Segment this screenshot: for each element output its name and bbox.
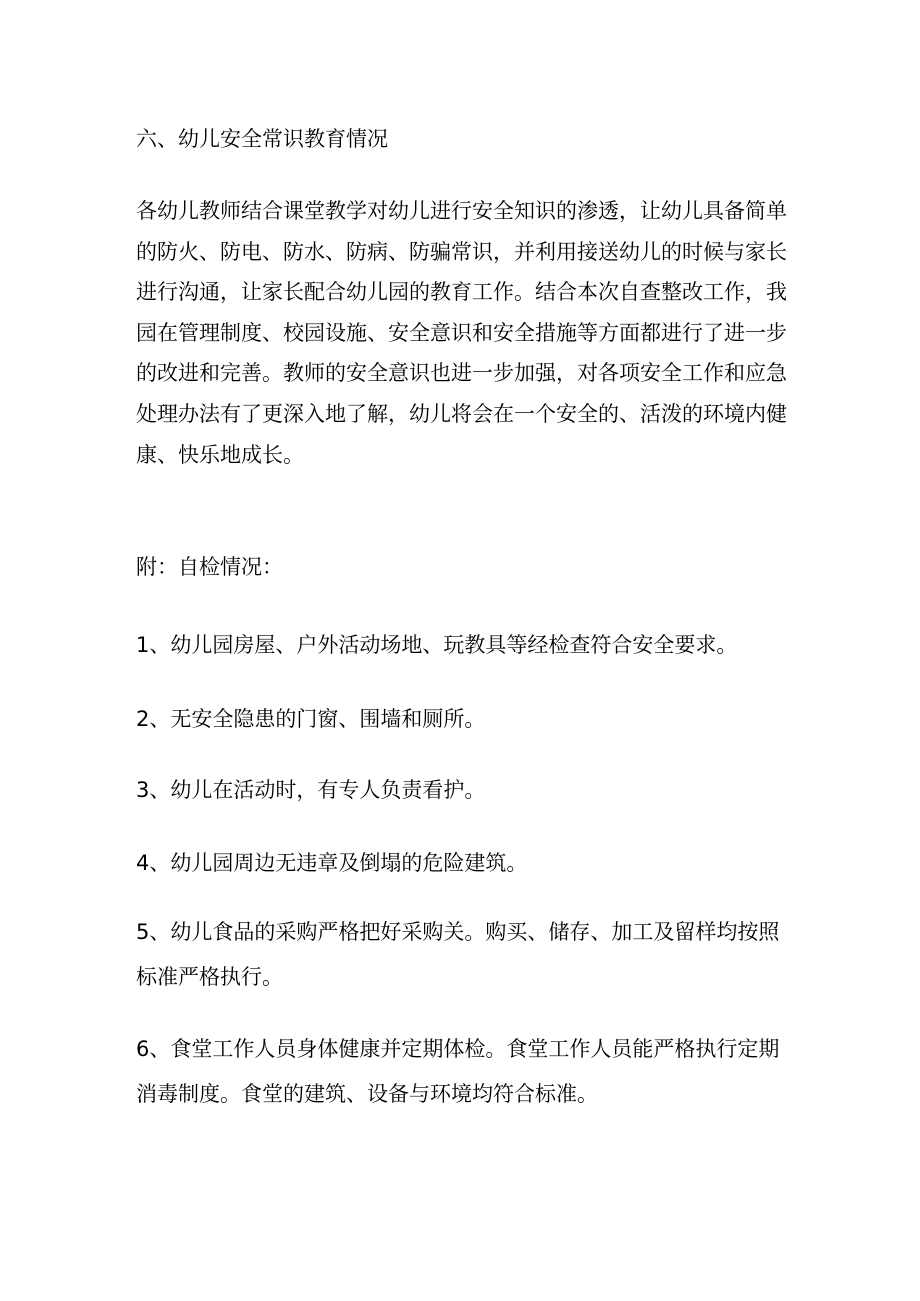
body-paragraph: 各幼儿教师结合课堂教学对幼儿进行安全知识的渗透，让幼儿具备简单的防火、防电、防水、防病、防骗常识，并利用接送幼儿的时候与家长进行沟通，让家长配合幼儿园的教育工作。结合本次自查整改工作，我园在管理制度、校园设施、安全意识和安全措施等方面都进行了进一步的改进和完善。教师的安全意识也进一步加强，对各项安全工作和应急处理办法有了更深入地了解，幼儿将会在一个安全的、活泼的环境内健康、快乐地成长。 [136,199,787,467]
checklist-item: 5、幼儿食品的采购严格把好采购关。购买、储存、加工及留样均按照标准严格执行。 [136,920,780,989]
checklist-item: 4、幼儿园周边无违章及倒塌的危险建筑。 [136,851,528,875]
checklist-item: 2、无安全隐患的门窗、围墙和厕所。 [136,707,486,731]
checklist-item: 1、幼儿园房屋、户外活动场地、玩教具等经检查符合安全要求。 [136,633,738,657]
appendix-title: 附：自检情况： [136,555,283,579]
checklist-item: 6、食堂工作人员身体健康并定期体检。食堂工作人员能严格执行定期消毒制度。食堂的建筑、设备与环境均符合标准。 [136,1037,780,1106]
section-heading: 六、幼儿安全常识教育情况 [136,127,388,151]
checklist-item: 3、幼儿在活动时，有专人负责看护。 [136,778,486,802]
